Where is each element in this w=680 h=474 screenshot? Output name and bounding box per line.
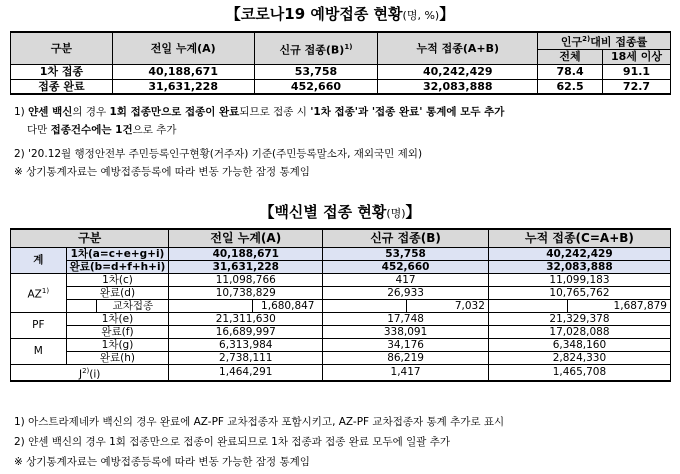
header-cum: 누적 접종(C=A+B) <box>488 229 670 247</box>
header-new: 신규 접종(B) <box>323 229 489 247</box>
table-row <box>11 247 671 260</box>
cell-cum: 21,329,378 <box>488 312 670 325</box>
spacer <box>488 299 567 312</box>
table-row <box>11 364 671 381</box>
table-row <box>11 351 671 364</box>
header-category: 구분 <box>11 229 169 247</box>
total-label: 계 <box>11 247 67 273</box>
cell-cum: 1,465,708 <box>488 364 670 381</box>
cell-cum: 10,765,762 <box>488 286 670 299</box>
cell-new: 34,176 <box>323 338 489 351</box>
header-category: 구분 <box>11 32 113 64</box>
table-row <box>11 64 671 79</box>
cell-new: 7,032 <box>407 299 489 312</box>
cell-all: 62.5 <box>538 79 603 94</box>
row-label: 1차 접종 <box>11 64 113 79</box>
table2-title: 【백신별 접종 현황(명)】 <box>259 203 421 221</box>
cell-prev: 11,098,766 <box>169 273 323 286</box>
table1-note-1-cont: 다만 접종건수에는 1건으로 추가 <box>27 124 177 136</box>
header-all: 전체 <box>538 49 603 64</box>
table2-note-1: 1) 아스트라제네카 백신의 경우 완료에 AZ-PF 교차접종자 포함시키고, AZ-PF 교차접종자 통계 추가로 표시 <box>14 416 505 428</box>
row-label: 1차(c) <box>66 273 169 286</box>
vaccine-label-m: M <box>11 338 67 364</box>
header-adult: 18세 이상 <box>603 49 671 64</box>
row-label: 완료(d) <box>66 286 169 299</box>
vaccine-type-table <box>10 228 671 382</box>
table-row <box>11 325 671 338</box>
table1-title: 【코로나19 예방접종 현황(명, %)】 <box>225 5 455 23</box>
cell-cum: 6,348,160 <box>488 338 670 351</box>
row-label: 완료(f) <box>66 325 169 338</box>
cell-new: 86,219 <box>323 351 489 364</box>
row-label: 1차(a=c+e+g+i) <box>66 247 169 260</box>
cell-prev: 31,631,228 <box>169 260 323 273</box>
cell-cum: 32,083,888 <box>378 79 538 94</box>
cell-adult: 91.1 <box>603 64 671 79</box>
cell-new: 26,933 <box>323 286 489 299</box>
table-row <box>11 260 671 273</box>
spacer <box>169 299 253 312</box>
cell-cum: 17,028,088 <box>488 325 670 338</box>
cell-prev: 31,631,228 <box>112 79 254 94</box>
cell-new: 452,660 <box>254 79 378 94</box>
cell-new: 53,758 <box>323 247 489 260</box>
cell-cum: 1,687,879 <box>568 299 671 312</box>
cell-all: 78.4 <box>538 64 603 79</box>
cell-prev: 1,680,847 <box>253 299 323 312</box>
row-label: 교차접종 <box>97 299 169 312</box>
cell-cum: 32,083,888 <box>488 260 670 273</box>
cell-cum: 40,242,429 <box>488 247 670 260</box>
row-label: 완료(b=d+f+h+i) <box>66 260 169 273</box>
cell-prev: 6,313,984 <box>169 338 323 351</box>
vaccine-label-pf: PF <box>11 312 67 338</box>
header-cumulative: 누적 접종(A+B) <box>378 32 538 64</box>
cell-cum: 11,099,183 <box>488 273 670 286</box>
table-row <box>11 286 671 299</box>
cell-new: 53,758 <box>254 64 378 79</box>
cell-new: 1,417 <box>323 364 489 381</box>
row-label: 1차(e) <box>66 312 169 325</box>
cell-cum: 2,824,330 <box>488 351 670 364</box>
vaccine-label-j: $J^{2)}(i)$ <box>11 364 169 381</box>
header-ratio: 인구$^{2)}$대비 접종률 <box>538 32 671 49</box>
cell-cum: 40,242,429 <box>378 64 538 79</box>
table1-note-3: ※ 상기통계자료는 예방접종등록에 따라 변동 가능한 잠정 통계임 <box>14 166 310 178</box>
cell-new: 417 <box>323 273 489 286</box>
row-label: 완료(h) <box>66 351 169 364</box>
vaccine-label-az: AZ$^{1)}$ <box>11 273 67 312</box>
cell-prev: 40,188,671 <box>169 247 323 260</box>
header-prev: 전일 누계(A) <box>169 229 323 247</box>
cell-new: 452,660 <box>323 260 489 273</box>
cell-prev: 16,689,997 <box>169 325 323 338</box>
table2-note-3: ※ 상기통계자료는 예방접종등록에 따라 변동 가능한 잠정 통계임 <box>14 456 310 468</box>
row-label: 접종 완료 <box>11 79 113 94</box>
table2-note-2: 2) 얀센 백신의 경우 1회 접종만으로 접종이 완료되므로 1차 접종과 접종 완료 모두에 일괄 추가 <box>14 436 451 448</box>
cell-adult: 72.7 <box>603 79 671 94</box>
header-prev-total: 전일 누계(A) <box>112 32 254 64</box>
table1-note-2: 2) '20.12월 행정안전부 주민등록인구현황(거주자) 기준(주민등록말소자, 재외국민 제외) <box>14 148 423 160</box>
spacer <box>323 299 407 312</box>
cell-prev: 40,188,671 <box>112 64 254 79</box>
table1-note-1: 1) 얀센 백신의 경우 1회 접종만으로 접종이 완료되므로 접종 시 '1차 접종'과 '접종 완료' 통계에 모두 추가 <box>14 106 505 118</box>
table-row <box>11 338 671 351</box>
table-row <box>11 273 671 286</box>
header-new: 신규 접종$(B)^{1)}$ <box>254 32 378 64</box>
table-row <box>11 79 671 94</box>
cell-new: 338,091 <box>323 325 489 338</box>
table-row <box>11 299 671 312</box>
row-label: 1차(g) <box>66 338 169 351</box>
cell-prev: 10,738,829 <box>169 286 323 299</box>
vaccination-status-table <box>10 31 671 95</box>
spacer <box>66 299 97 312</box>
cell-prev: 2,738,111 <box>169 351 323 364</box>
cell-new: 17,748 <box>323 312 489 325</box>
cell-prev: 1,464,291 <box>169 364 323 381</box>
table-row <box>11 312 671 325</box>
cell-prev: 21,311,630 <box>169 312 323 325</box>
